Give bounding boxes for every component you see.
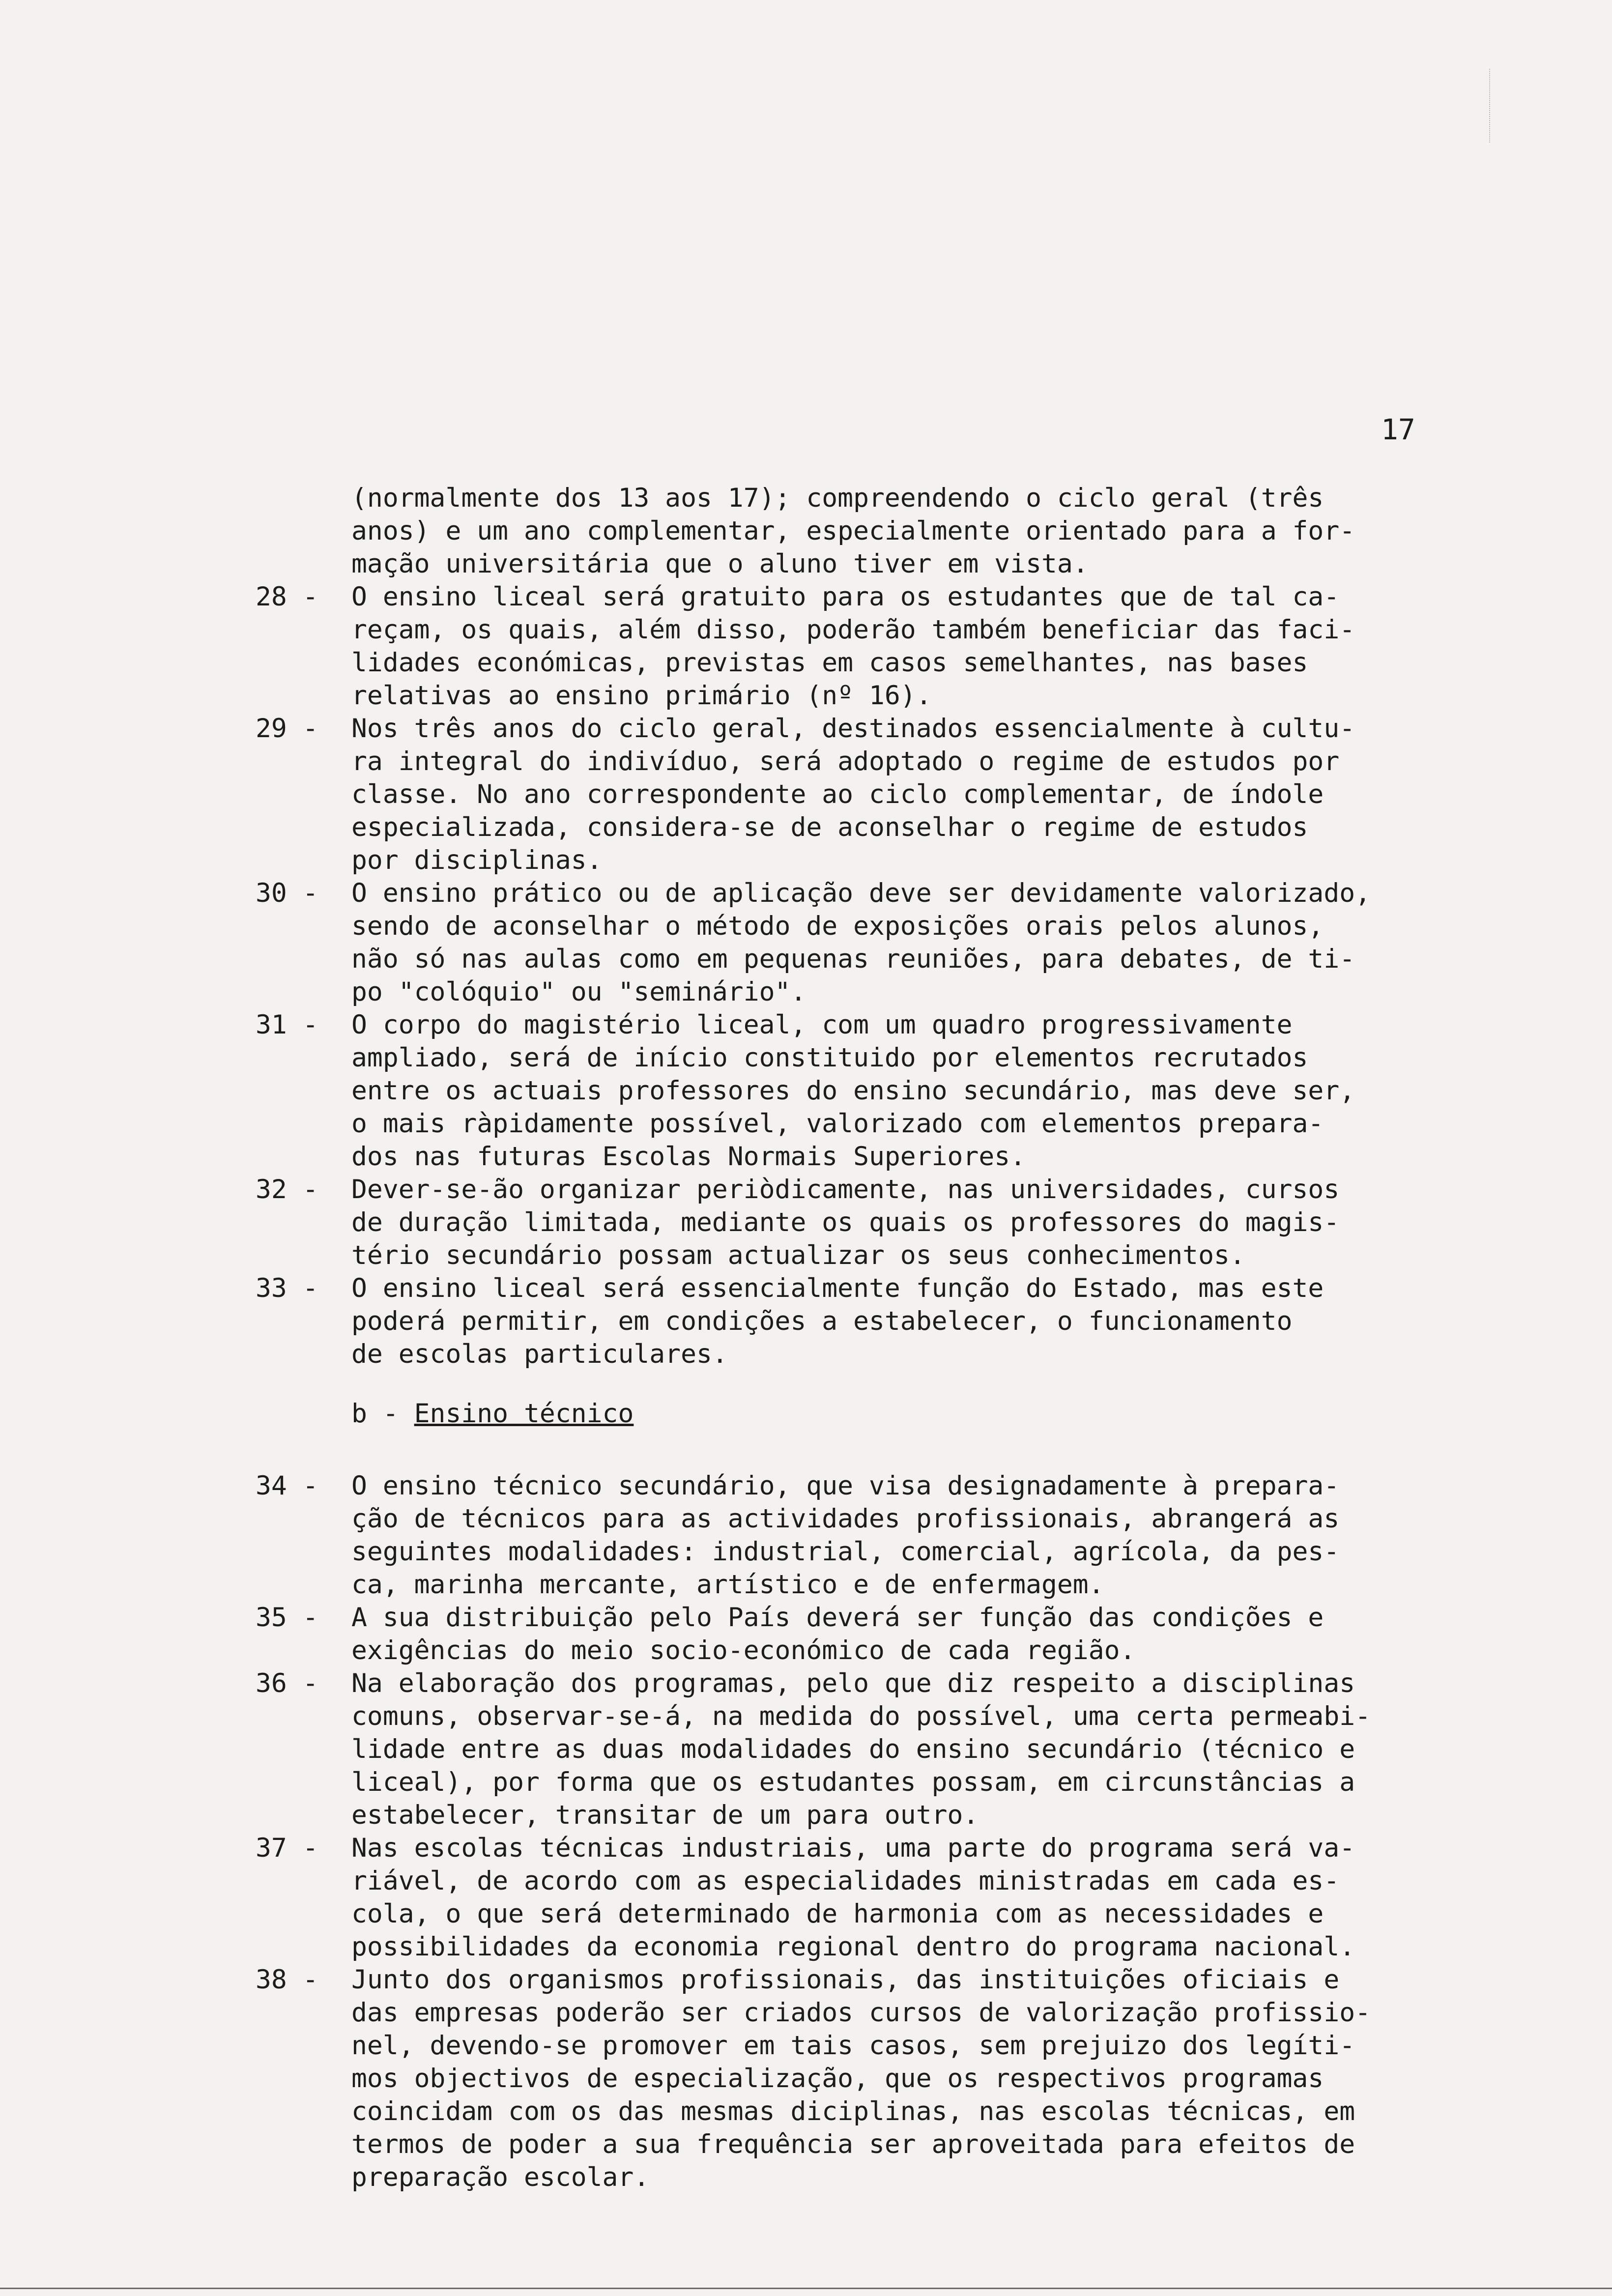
item-number: 34 - (256, 1471, 318, 1501)
text-line: Nos três anos do ciclo geral, destinados essencialmente à cultu- (351, 714, 1355, 744)
text-line: o mais ràpidamente possível, valorizado com elementos prepara- (351, 1109, 1324, 1139)
page-number: 17 (1381, 413, 1415, 446)
text-line: mos objectivos de especialização, que os respectivos programas (351, 2064, 1324, 2094)
text-line: ra integral do indivíduo, será adoptado o regime de estudos por (351, 746, 1340, 776)
text-line: cola, o que será determinado de harmonia com as necessidades e (351, 1899, 1324, 1929)
text-line: Nas escolas técnicas industriais, uma parte do programa será va- (351, 1833, 1355, 1863)
text-line: dos nas futuras Escolas Normais Superiores. (351, 1142, 1026, 1172)
text-line: O ensino liceal será essencialmente função do Estado, mas este (351, 1273, 1324, 1303)
numbered-item (256, 877, 1494, 1008)
item-number: 36 - (256, 1668, 318, 1698)
numbered-item (256, 712, 1494, 877)
text-line: exigências do meio socio-económico de cada região. (351, 1636, 1136, 1665)
text-line: riável, de acordo com as especialidades ministradas em cada es- (351, 1866, 1340, 1896)
text-line: ampliado, será de início constituido por elementos recrutados (351, 1043, 1308, 1073)
text-line: O ensino prático ou de aplicação deve ser devidamente valorizado, (351, 878, 1371, 908)
technical-items-list (256, 1469, 1494, 2194)
item-number: 30 - (256, 878, 318, 908)
text-line: anos) e um ano complementar, especialmente orientado para a for- (351, 516, 1355, 546)
text-line: das empresas poderão ser criados cursos de valorização profissio- (351, 1998, 1371, 2028)
numbered-item (256, 1173, 1494, 1272)
text-line: liceal), por forma que os estudantes possam, em circunstâncias a (351, 1767, 1355, 1797)
item-number: 35 - (256, 1603, 318, 1633)
numbered-item (256, 1832, 1494, 1963)
text-line: termos de poder a sua frequência ser aproveitada para efeitos de (351, 2129, 1355, 2159)
document-body (256, 482, 1494, 2194)
text-line: reçam, os quais, além disso, poderão também beneficiar das faci- (351, 615, 1355, 645)
text-line: ca, marinha mercante, artístico e de enfermagem. (351, 1570, 1104, 1600)
item-number: 31 - (256, 1010, 318, 1040)
numbered-item (256, 580, 1494, 712)
numbered-item (256, 1963, 1494, 2194)
text-line: A sua distribuição pelo País deverá ser função das condições e (351, 1603, 1324, 1633)
item-number: 38 - (256, 1965, 318, 1995)
intro-paragraph (256, 482, 1494, 580)
text-line: preparação escolar. (351, 2162, 650, 2192)
text-line: comuns, observar-se-á, na medida do possível, uma certa permeabi- (351, 1701, 1371, 1731)
text-line: relativas ao ensino primário (nº 16). (351, 681, 932, 711)
text-line: de duração limitada, mediante os quais os professores do magis- (351, 1207, 1340, 1237)
item-number: 32 - (256, 1175, 318, 1205)
text-line: por disciplinas. (351, 845, 603, 875)
item-number: 37 - (256, 1833, 318, 1863)
text-line: O ensino técnico secundário, que visa designadamente à prepara- (351, 1471, 1340, 1501)
text-line: po "colóquio" ou "seminário". (351, 977, 806, 1007)
text-line: Dever-se-ão organizar periòdicamente, nas universidades, cursos (351, 1175, 1340, 1205)
text-line: tério secundário possam actualizar os seus conhecimentos. (351, 1240, 1245, 1270)
item-number: 29 - (256, 714, 318, 744)
text-line: (normalmente dos 13 aos 17); compreendendo o ciclo geral (três (351, 483, 1324, 513)
numbered-item (256, 1469, 1494, 1601)
text-line: coincidam com os das mesmas diciplinas, nas escolas técnicas, em (351, 2096, 1355, 2126)
text-line: classe. No ano correspondente ao ciclo complementar, de índole (351, 779, 1324, 809)
text-line: possibilidades da economia regional dentro do programa nacional. (351, 1932, 1355, 1962)
text-line: nel, devendo-se promover em tais casos, sem prejuizo dos legíti- (351, 2031, 1355, 2061)
bottom-rule (0, 2288, 1612, 2289)
text-line: de escolas particulares. (351, 1339, 728, 1369)
text-line: Na elaboração dos programas, pelo que diz respeito a disciplinas (351, 1668, 1355, 1698)
text-line: entre os actuais professores do ensino secundário, mas deve ser, (351, 1076, 1355, 1106)
text-line: seguintes modalidades: industrial, comercial, agrícola, da pes- (351, 1537, 1340, 1567)
item-number: 33 - (256, 1273, 318, 1303)
text-line: mação universitária que o aluno tiver em vista. (351, 549, 1089, 579)
text-line: lidade entre as duas modalidades do ensino secundário (técnico e (351, 1734, 1355, 1764)
section-prefix: b - (351, 1399, 414, 1429)
numbered-item (256, 1667, 1494, 1832)
text-line: O ensino liceal será gratuito para os estudantes que de tal ca- (351, 582, 1340, 612)
item-number: 28 - (256, 582, 318, 612)
text-line: Junto dos organismos profissionais, das instituições oficiais e (351, 1965, 1340, 1995)
section-heading-b (256, 1397, 1494, 1430)
text-line: ção de técnicos para as actividades profissionais, abrangerá as (351, 1504, 1340, 1534)
page-edge-mark (1489, 69, 1491, 143)
section-title: Ensino técnico (414, 1399, 634, 1429)
numbered-item (256, 1008, 1494, 1173)
text-line: poderá permitir, em condições a estabelecer, o funcionamento (351, 1306, 1293, 1336)
text-line: O corpo do magistério liceal, com um quadro progressivamente (351, 1010, 1293, 1040)
text-line: sendo de aconselhar o método de exposições orais pelos alunos, (351, 911, 1324, 941)
text-line: lidades económicas, previstas em casos semelhantes, nas bases (351, 648, 1308, 678)
liceal-items-list (256, 580, 1494, 1371)
text-line: especializada, considera-se de aconselhar o regime de estudos (351, 812, 1308, 842)
text-line: estabelecer, transitar de um para outro. (351, 1800, 979, 1830)
text-line: não só nas aulas como em pequenas reuniões, para debates, de ti- (351, 944, 1355, 974)
numbered-item (256, 1601, 1494, 1667)
numbered-item (256, 1272, 1494, 1371)
